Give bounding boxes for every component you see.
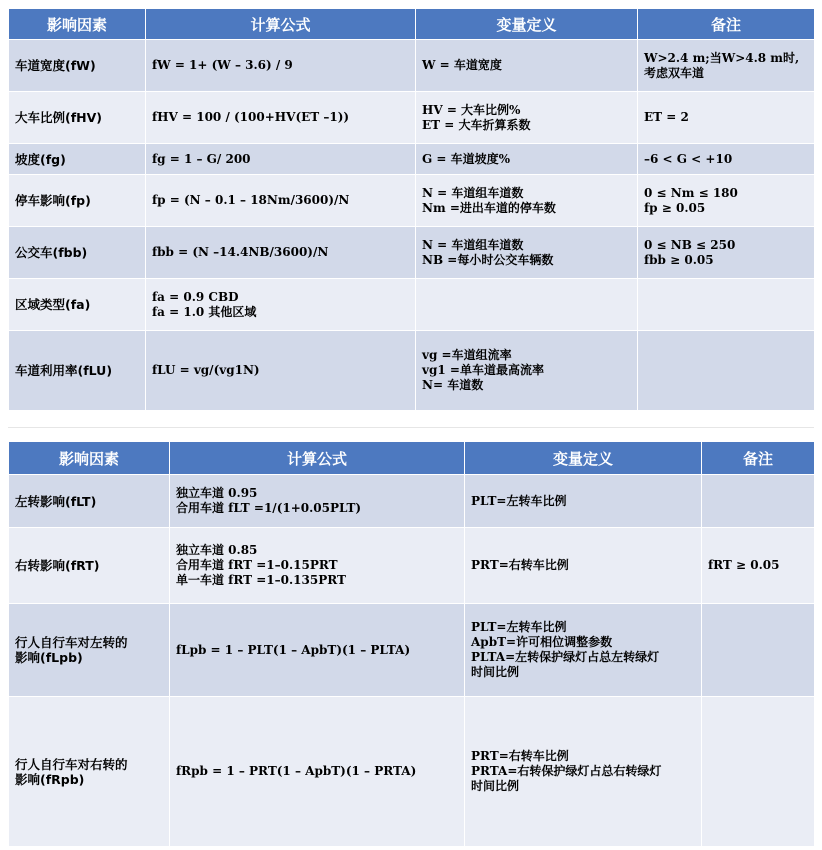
header-formula: 计算公式 xyxy=(146,9,416,40)
definition-cell xyxy=(416,175,638,227)
header-definition: 变量定义 xyxy=(465,442,702,475)
note-line: ET = 2 xyxy=(644,110,689,124)
factor-cell xyxy=(9,604,170,697)
table-row xyxy=(9,331,815,411)
definition-cell xyxy=(416,144,638,175)
factor-line: 影响(fRpb) xyxy=(15,771,85,787)
factor-cell xyxy=(9,475,170,528)
definition-line: PLTA=左转保护绿灯占总左转绿灯 xyxy=(471,650,660,664)
definition-cell xyxy=(416,92,638,144)
definition-line: ApbT=许可相位调整参数 xyxy=(471,635,613,649)
note-cell xyxy=(638,144,815,175)
definition-line: G = 车道坡度% xyxy=(422,151,511,166)
definition-cell xyxy=(416,40,638,92)
header-factor: 影响因素 xyxy=(9,442,170,475)
definition-line: PRTA=右转保护绿灯占总右转绿灯 xyxy=(471,764,662,778)
formula-line: fa = 0.9 CBD xyxy=(152,289,239,304)
formula-line: fa = 1.0 其他区域 xyxy=(152,304,257,319)
definition-line: PLT=左转车比例 xyxy=(471,620,567,634)
table-row xyxy=(9,144,815,175)
formula-line: 单一车道 fRT =1–0.135PRT xyxy=(176,573,346,587)
definition-cell xyxy=(465,475,702,528)
formula-cell xyxy=(146,92,416,144)
definition-line: vg =车道组流率 xyxy=(422,348,512,362)
definition-line: 时间比例 xyxy=(471,665,520,679)
table-row xyxy=(9,175,815,227)
definition-cell xyxy=(465,528,702,604)
factor-line: 行人自行车对右转的 xyxy=(15,756,128,772)
adjustment-factor-table-2 xyxy=(8,441,815,847)
formula-line: fLpb = 1 – PLT(1 – ApbT)(1 – PLTA) xyxy=(176,642,411,657)
factor-cell: 车道利用率(fLU) xyxy=(9,331,146,411)
formula-line: fLU = vg/(vg1N) xyxy=(152,363,260,377)
factor-cell: 停车影响(fp) xyxy=(9,175,146,227)
formula-line: fRpb = 1 – PRT(1 – ApbT)(1 – PRTA) xyxy=(176,764,417,778)
definition-cell xyxy=(416,331,638,411)
formula-cell xyxy=(146,331,416,411)
factor-cell: 区域类型(fa) xyxy=(9,279,146,331)
definition-line: ET = 大车折算系数 xyxy=(422,117,531,132)
factor-cell: 大车比例(fHV) xyxy=(9,92,146,144)
table-row xyxy=(9,528,815,604)
factor-cell: 公交车(fbb) xyxy=(9,227,146,279)
definition-line: PLT=左转车比例 xyxy=(471,493,567,508)
note-cell xyxy=(702,697,815,847)
header-note: 备注 xyxy=(702,442,815,475)
formula-cell xyxy=(170,528,465,604)
header-definition: 变量定义 xyxy=(416,9,638,40)
definition-line: N = 车道组车道数 xyxy=(422,237,524,252)
note-cell xyxy=(638,92,815,144)
header-formula: 计算公式 xyxy=(170,442,465,475)
note-cell xyxy=(702,604,815,697)
table-row xyxy=(9,40,815,92)
formula-line: 独立车道 0.85 xyxy=(176,543,258,557)
header-note: 备注 xyxy=(638,9,815,40)
note-cell xyxy=(638,279,815,331)
table-row xyxy=(9,697,815,847)
formula-cell xyxy=(146,175,416,227)
table-header-row xyxy=(9,9,815,40)
formula-cell xyxy=(146,144,416,175)
note-line: 0 ≤ Nm ≤ 180 xyxy=(644,185,738,200)
note-line: fp ≥ 0.05 xyxy=(644,200,706,215)
definition-line: Nm =进出车道的停车数 xyxy=(422,200,556,215)
formula-cell xyxy=(146,279,416,331)
note-cell xyxy=(638,40,815,92)
factor-cell: 坡度(fg) xyxy=(9,144,146,175)
formula-line: fHV = 100 / (100+HV(ET –1)) xyxy=(152,110,350,124)
definition-cell xyxy=(465,604,702,697)
factor-cell xyxy=(9,697,170,847)
table-separator xyxy=(8,427,814,428)
note-cell xyxy=(702,528,815,604)
definition-cell xyxy=(465,697,702,847)
definition-line: NB =每小时公交车辆数 xyxy=(422,252,554,267)
definition-line: PRT=右转车比例 xyxy=(471,558,569,572)
note-line: fbb ≥ 0.05 xyxy=(644,252,714,267)
formula-cell xyxy=(170,604,465,697)
table-row xyxy=(9,279,815,331)
factor-line: 影响(fLpb) xyxy=(15,650,83,665)
formula-line: 合用车道 fLT =1/(1+0.05PLT) xyxy=(176,501,362,515)
note-cell xyxy=(638,227,815,279)
definition-line: HV = 大车比例% xyxy=(422,102,521,117)
definition-line: W = 车道宽度 xyxy=(422,58,502,72)
header-factor: 影响因素 xyxy=(9,9,146,40)
formula-line: 独立车道 0.95 xyxy=(176,486,258,500)
table-header-row xyxy=(9,442,815,475)
definition-line: N = 车道组车道数 xyxy=(422,185,524,200)
note-line: fRT ≥ 0.05 xyxy=(708,558,780,572)
table-row xyxy=(9,475,815,528)
table-row xyxy=(9,604,815,697)
formula-cell xyxy=(146,227,416,279)
formula-cell xyxy=(170,475,465,528)
formula-line: fbb = (N –14.4NB/3600)/N xyxy=(152,245,329,259)
factor-cell: 车道宽度(fW) xyxy=(9,40,146,92)
definition-cell xyxy=(416,279,638,331)
note-line: 考虑双车道 xyxy=(644,65,705,80)
note-line: W>2.4 m;当W>4.8 m时, xyxy=(644,50,800,65)
table-row xyxy=(9,92,815,144)
definition-cell xyxy=(416,227,638,279)
formula-line: fp = (N – 0.1 – 18Nm/3600)/N xyxy=(152,193,350,207)
factor-cell xyxy=(9,528,170,604)
note-cell xyxy=(638,175,815,227)
factor-line: 左转影响(fLT) xyxy=(15,493,97,509)
formula-line: fg = 1 – G/ 200 xyxy=(152,151,251,166)
formula-line: 合用车道 fRT =1–0.15PRT xyxy=(176,558,338,572)
note-line: –6 < G < +10 xyxy=(644,151,733,166)
formula-cell xyxy=(146,40,416,92)
factor-line: 行人自行车对左转的 xyxy=(15,635,128,650)
note-cell xyxy=(702,475,815,528)
definition-line: N= 车道数 xyxy=(422,378,484,392)
definition-line: 时间比例 xyxy=(471,779,520,793)
adjustment-factor-table-1 xyxy=(8,8,815,411)
note-cell xyxy=(638,331,815,411)
factor-line: 右转影响(fRT) xyxy=(15,558,100,573)
definition-line: PRT=右转车比例 xyxy=(471,749,569,763)
formula-line: fW = 1+ (W – 3.6) / 9 xyxy=(152,58,293,72)
table-row xyxy=(9,227,815,279)
note-line: 0 ≤ NB ≤ 250 xyxy=(644,237,736,252)
formula-cell xyxy=(170,697,465,847)
definition-line: vg1 =单车道最高流率 xyxy=(422,363,544,377)
